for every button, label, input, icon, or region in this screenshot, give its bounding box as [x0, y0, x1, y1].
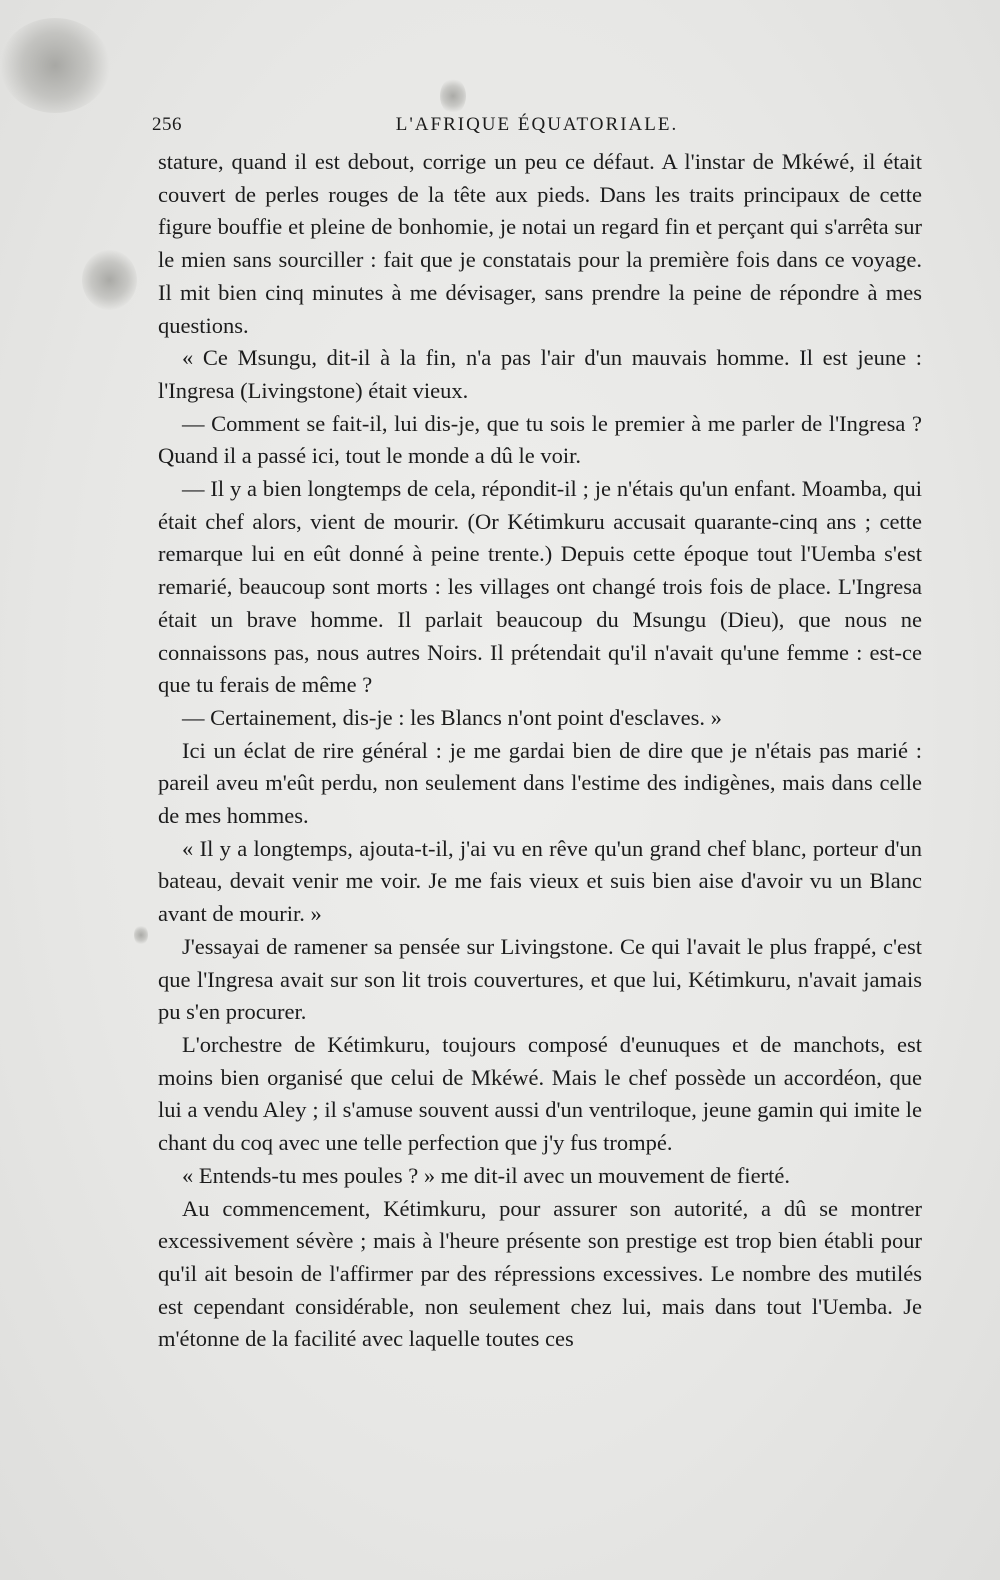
paragraph: L'orchestre de Kétimkuru, toujours composé d'eunuques et de manchots, est moins bien organisé que celui de Mkéwé. Mais le chef possède un accordéon, que lui a vendu Aley ; il s'amuse souvent aussi d'un ventriloque, jeune gamin qui imite le chant du coq avec une telle perfection que j'y fus trompé. — [158, 1031, 922, 1156]
paragraph: « Entends-tu mes poules ? » me dit-il avec un mouvement de fierté. — [182, 1162, 790, 1188]
paragraph: — Comment se fait-il, lui dis-je, que tu sois le premier à me parler de l'Ingresa ? Quand il a passé ici, tout le monde a dû le voir. — [158, 410, 922, 469]
paper-stain — [0, 18, 110, 113]
paragraph: Ici un éclat de rire général : je me gardai bien de dire que je n'étais pas marié : pareil aveu m'eût perdu, non seulement dans l'estime des indigènes, mais dans celle de mes hommes. — [158, 737, 922, 829]
paper-stain — [440, 78, 466, 114]
body-text — [158, 146, 922, 1356]
running-header — [152, 110, 922, 142]
paragraph: « Ce Msungu, dit-il à la fin, n'a pas l'air d'un mauvais homme. Il est jeune : l'Ingresa (Livingstone) était vieux. — [158, 345, 922, 403]
paragraph: J'essayai de ramener sa pensée sur Livingstone. Ce qui l'avait le plus frappé, c'est que l'Ingresa avait sur son lit trois couvertures, et que lui, Kétimkuru, n'avait jamais pu s'en procurer. — [158, 933, 922, 1025]
paper-stain — [134, 925, 148, 945]
paragraph: — Certainement, dis-je : les Blancs n'ont point d'esclaves. » — [182, 704, 722, 730]
page-number: 256 — [152, 114, 182, 135]
paragraph: Au commencement, Kétimkuru, pour assurer son autorité, a dû se montrer excessivement sévère ; mais à l'heure présente son prestige est trop bien établi pour qu'il ait besoin de l'affirmer par des répressions excessives. Le nombre des mutilés est cependant considérable, non seulement chez lui, mais dans tout l'Uemba. Je m'étonne de la facilité avec laquelle toutes ces — [158, 1195, 922, 1352]
paragraph: stature, quand il est debout, corrige un peu ce défaut. A l'instar de Mkéwé, il était couvert de perles rouges de la tête aux pieds. Dans les traits principaux de cette figure bouffie et pleine de bonhomie, je notai un regard fin et perçant qui s'arrêta sur le mien sans sourciller : fait que je constatais pour la première fois dans ce voyage. Il mit bien cinq minutes à me dévisager, sans prendre la peine de répondre à mes questions. — [158, 149, 922, 338]
paper-stain — [82, 250, 137, 310]
paragraph: « Il y a longtemps, ajouta-t-il, j'ai vu en rêve qu'un grand chef blanc, porteur d'un bateau, devait venir me voir. Je me fais vieux et suis bien aise d'avoir vu un Blanc avant de mourir. » — [158, 835, 922, 927]
running-title: L'AFRIQUE ÉQUATORIALE. — [395, 114, 679, 135]
paragraph: — Il y a bien longtemps de cela, répondit-il ; je n'étais qu'un enfant. Moamba, qui était chef alors, vient de mourir. (Or Kétimkuru accusait quarante-cinq ans ; cette remarque lui en eût donné à peine trente.) Depuis cette époque tout l'Uemba s'est remarié, beaucoup sont morts : les villages ont changé trois fois de place. L'Ingresa était un brave homme. Il parlait beaucoup du Msungu (Dieu), que nous ne connaissons pas, nous autres Noirs. Il prétendait qu'il n'avait qu'une femme : est-ce que tu ferais de même ? — [158, 476, 922, 698]
